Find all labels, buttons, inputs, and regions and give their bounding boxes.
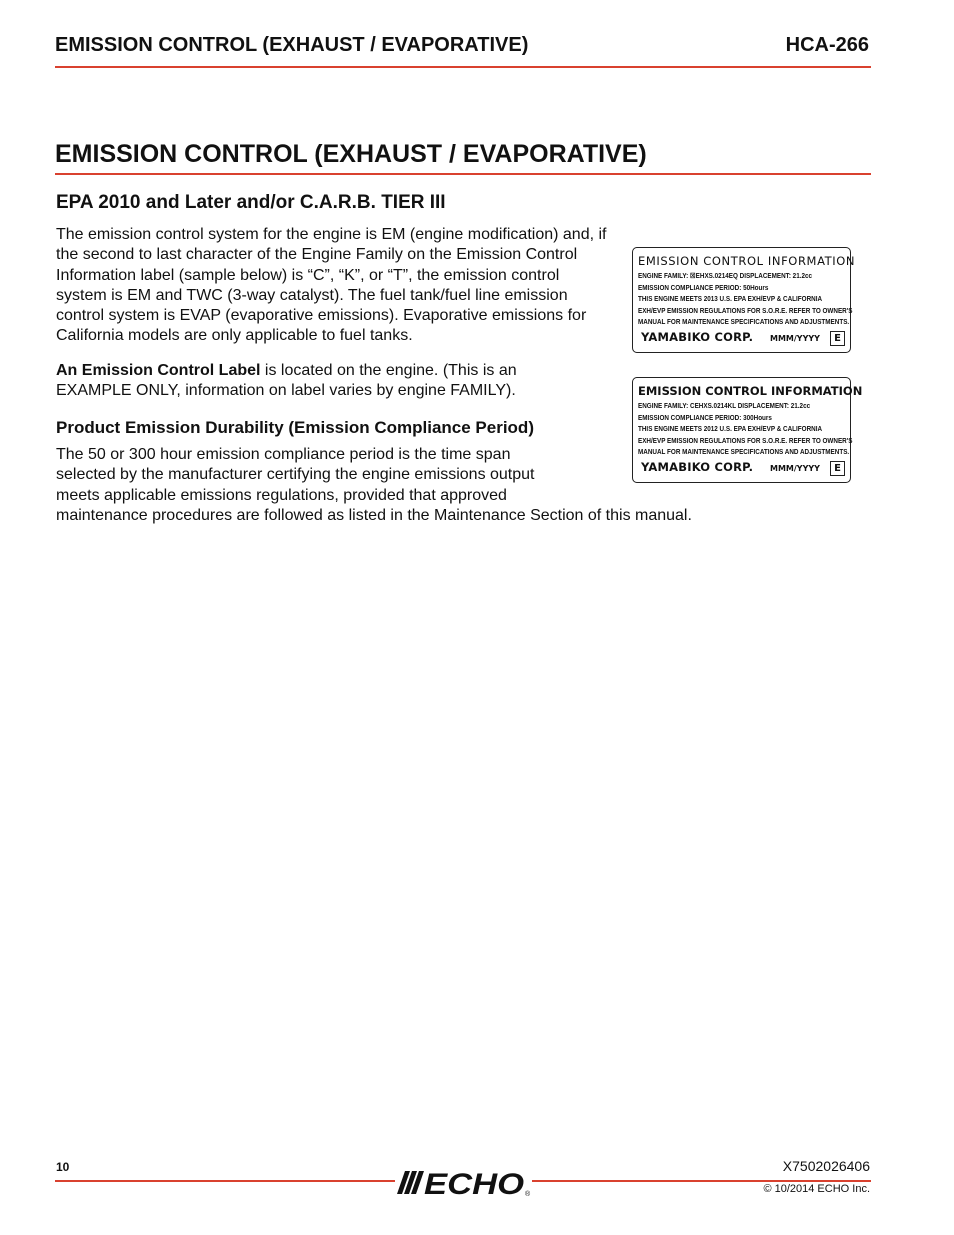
header-section-title: EMISSION CONTROL (EXHAUST / EVAPORATIVE) (55, 34, 529, 56)
label-line: MANUAL FOR MAINTENANCE SPECIFICATIONS AND ADJUSTMENTS. (638, 447, 850, 457)
label-date: MMM/YYYY (770, 464, 820, 473)
label-e-mark-icon: E (830, 331, 845, 346)
label-line: MANUAL FOR MAINTENANCE SPECIFICATIONS AND ADJUSTMENTS. (638, 317, 850, 327)
page-header (55, 32, 871, 68)
document-number: X7502026406 (782, 1158, 870, 1174)
label-title: EMISSION CONTROL INFORMATION (638, 254, 856, 268)
label-title: EMISSION CONTROL INFORMATION (638, 384, 863, 398)
copyright: © 10/2014 ECHO Inc. (763, 1183, 870, 1195)
section-subtitle: EPA 2010 and Later and/or C.A.R.B. TIER III (56, 192, 446, 213)
durability-line: selected by the manufacturer certifying the engine emissions output (56, 466, 535, 484)
label-line: EXH/EVP EMISSION REGULATIONS FOR S.O.R.E. REFER TO OWNER'S (638, 435, 853, 445)
page-number: 10 (56, 1160, 70, 1174)
durability-line: meets applicable emissions regulations, provided that approved (56, 486, 507, 504)
label-line: EMISSION COMPLIANCE PERIOD: 50Hours (638, 282, 769, 292)
label-location-bold: An Emission Control Label (56, 362, 261, 379)
footer-rule-left (55, 1180, 395, 1182)
footer-rule-right (532, 1180, 871, 1182)
label-e-mark-icon: E (830, 461, 845, 476)
label-line: ENGINE FAMILY: CEHXS.0214KL DISPLACEMENT: 21.2cc (638, 401, 811, 410)
label-brand: YAMABIKO CORP. (641, 330, 754, 344)
logo-registered-mark: ® (525, 1191, 531, 1198)
label-location-text: is located on the engine. (This is an EXAMPLE ONLY, information on label varies by engine FAMILY). (56, 362, 517, 400)
label-lines (638, 270, 852, 328)
label-location-paragraph (56, 361, 576, 402)
durability-heading: Product Emission Durability (Emission Compliance Period) (56, 418, 534, 437)
intro-paragraph: The emission control system for the engine is EM (engine modification) and, if the second to last character of the Engine Family on the Emission Control Information label (sample below) is “C”, “K”, or “T”, the emission control system is EM and TWC (3-way catalyst). The fuel tank/fuel line emission control system is EVAP (evaporative emissions). Evaporative emissions for California models are only applicable to fuel tanks. (56, 226, 607, 345)
label-line: EXH/EVP EMISSION REGULATIONS FOR S.O.R.E. REFER TO OWNER'S (638, 305, 853, 315)
label-line: ENGINE FAMILY: ☒EHXS.0214EQ DISPLACEMENT: 21.2cc (638, 271, 813, 280)
emission-label-sample-1 (632, 247, 856, 353)
logo-text: ECHO (424, 1168, 524, 1199)
label-line: THIS ENGINE MEETS 2012 U.S. EPA EXH/EVP & CALIFORNIA (638, 424, 823, 434)
page-title: EMISSION CONTROL (EXHAUST / EVAPORATIVE) (55, 138, 871, 175)
label-date: MMM/YYYY (770, 334, 820, 343)
header-model: HCA-266 (785, 34, 869, 56)
label-line: THIS ENGINE MEETS 2013 U.S. EPA EXH/EVP & CALIFORNIA (638, 294, 823, 304)
durability-line: The 50 or 300 hour emission compliance period is the time span (56, 446, 511, 463)
label-line: EMISSION COMPLIANCE PERIOD: 300Hours (638, 412, 772, 422)
label-brand: YAMABIKO CORP. (641, 460, 754, 474)
emission-label-sample-2 (632, 377, 863, 483)
echo-logo-icon (393, 1165, 533, 1199)
label-lines (638, 400, 852, 458)
durability-line: maintenance procedures are followed as listed in the Maintenance Section of this manual. (56, 506, 692, 524)
